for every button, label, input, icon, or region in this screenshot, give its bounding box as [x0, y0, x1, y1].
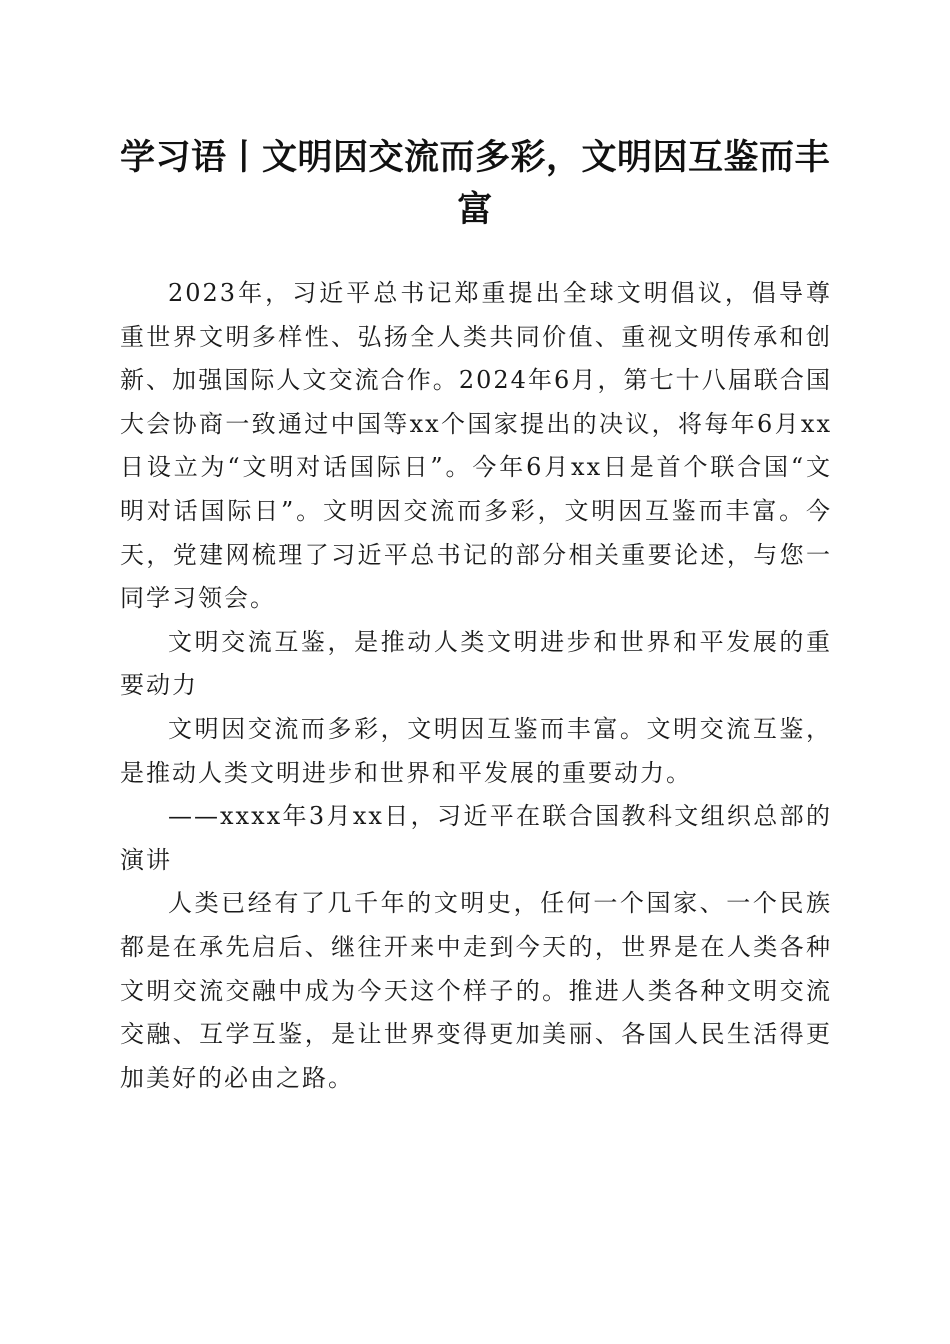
paragraph-closing: 人类已经有了几千年的文明史，任何一个国家、一个民族都是在承先启后、继往开来中走到今天的，世界是在人类各种文明交流交融中成为今天这个样子的。推进人类各种文明交流交融、互学互鉴，是让世界变得更加美丽、各国人民生活得更加美好的必由之路。: [120, 889, 832, 1092]
paragraph-subheading: 文明交流互鉴，是推动人类文明进步和世界和平发展的重要动力: [120, 627, 832, 700]
paragraph-quote: 文明因交流而多彩，文明因互鉴而丰富。文明交流互鉴，是推动人类文明进步和世界和平发展的重要动力。: [120, 714, 832, 787]
paragraph-quote-source: ——xxxx年3月xx日，习近平在联合国教科文组织总部的演讲: [120, 802, 832, 874]
document-body: [120, 272, 832, 1100]
document-title: 学习语丨文明因交流而多彩，文明因互鉴而丰富: [119, 137, 830, 230]
paragraph-intro: 2023年，习近平总书记郑重提出全球文明倡议，倡导尊重世界文明多样性、弘扬全人类共同价值、重视文明传承和创新、加强国际人文交流合作。2024年6月，第七十八届联合国大会协商一致通过中国等xx个国家提出的决议，将每年6月xx日设立为“文明对话国际日”。今年6月xx日是首个联合国“文明对话国际日”。文明因交流而多彩，文明因互鉴而丰富。今天，党建网梳理了习近平总书记的部分相关重要论述，与您一同学习领会。: [120, 279, 832, 613]
